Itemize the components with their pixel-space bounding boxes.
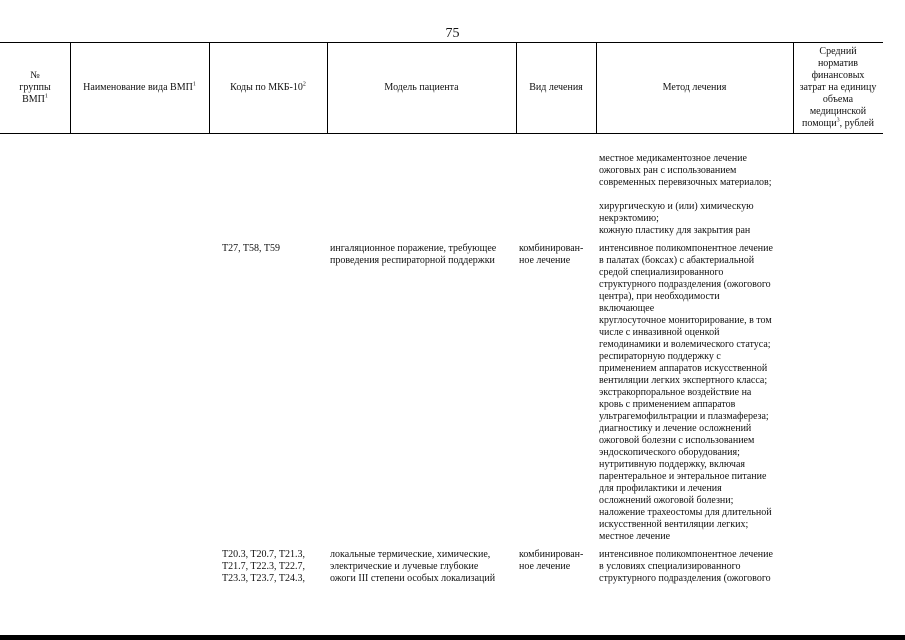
method-line: хирургическую и (или) химическую: [599, 201, 754, 212]
method-line: круглосуточное мониторирование, в том: [599, 315, 772, 326]
method-line: парентеральное и энтеральное питание: [599, 471, 767, 482]
header-icd-codes-text: Коды по МКБ-10: [230, 82, 303, 93]
method-line: интенсивное поликомпонентное лечение: [599, 243, 773, 254]
method-line: [599, 189, 772, 201]
method-line: осложнений ожоговой болезни;: [599, 495, 734, 506]
icd-codes: T20.3, T20.7, T21.3,: [222, 549, 305, 560]
method-line: в палатах (боксах) с абактериальной: [599, 255, 755, 266]
method-line: кожную пластику для закрытия ран: [599, 225, 751, 236]
patient-model-line: ожоги III степени особых локализаций: [330, 573, 496, 584]
method-line: респираторную поддержку с: [599, 351, 721, 362]
method-line: эндоскопического оборудования;: [599, 447, 740, 458]
method-line: структурного подразделения (ожогового: [599, 279, 771, 290]
scan-bottom-edge: [0, 635, 905, 640]
method-line: числе с инвазивной оценкой: [599, 327, 720, 338]
method-line: современных перевязочных материалов;: [599, 177, 772, 188]
method-line: искусственной вентиляции легких;: [599, 519, 749, 530]
patient-model-line: электрические и лучевые глубокие: [330, 561, 479, 572]
header-cost-norm-line: финансовых: [811, 70, 865, 81]
method-line: гемодинамики и волемического статуса;: [599, 339, 771, 350]
row-1-method: [599, 243, 773, 543]
footnote-marker: 1: [44, 93, 48, 100]
patient-model-line: проведения респираторной поддержки: [330, 255, 495, 266]
method-line: экстракорпоральное воздействие на: [599, 387, 752, 398]
treatment-type-line: комбинирован-: [519, 243, 584, 254]
method-line: центра), при необходимости: [599, 291, 720, 302]
header-patient-model: [327, 43, 516, 133]
treatment-type-line: ное лечение: [519, 255, 571, 266]
footnote-marker: 2: [302, 81, 306, 88]
method-line: вентиляции легких экспертного класса;: [599, 375, 768, 386]
row-1-type: [519, 243, 583, 267]
header-cost-norm-line: Средний: [819, 46, 857, 57]
table-header: [0, 42, 883, 134]
header-vmp-name: [70, 43, 209, 133]
header-treatment-type: [516, 43, 596, 133]
header-vmp-name-text: Наименование вида ВМП: [83, 82, 193, 93]
header-treatment-type-text: Вид лечения: [529, 82, 583, 93]
header-cost-norm: [793, 43, 883, 133]
method-line: местное лечение: [599, 531, 671, 542]
patient-model-line: локальные термические, химические,: [330, 549, 491, 560]
treatment-type-line: ное лечение: [519, 561, 571, 572]
row-2-type: [519, 549, 583, 573]
method-line: наложение трахеостомы для длительной: [599, 507, 772, 518]
header-group-number-line3: ВМП: [22, 94, 45, 105]
header-cost-norm-line: , рублей: [839, 118, 874, 129]
method-line: нутритивную поддержку, включая: [599, 459, 745, 470]
footnote-marker: 1: [192, 81, 196, 88]
footnote-marker: 3: [836, 117, 840, 124]
method-line: применением аппаратов искусственной: [599, 363, 768, 374]
method-line: ожоговых ран с использованием: [599, 165, 737, 176]
method-line: включающее: [599, 303, 655, 314]
icd-codes: T21.7, T22.3, T22.7,: [222, 561, 305, 572]
row-2-codes: [222, 549, 305, 585]
method-line: средой специализированного: [599, 267, 724, 278]
method-line: в условиях специализированного: [599, 561, 741, 572]
header-treatment-method: [596, 43, 793, 133]
icd-codes: T27, T58, T59: [222, 243, 280, 254]
header-group-number: [0, 43, 70, 133]
method-line: интенсивное поликомпонентное лечение: [599, 549, 773, 560]
method-line: некрэктомию;: [599, 213, 659, 224]
header-group-number-line2: группы: [19, 82, 51, 93]
header-cost-norm-line: медицинской: [809, 106, 867, 117]
row-0-method: [599, 153, 772, 237]
row-1-model: [330, 243, 496, 267]
patient-model-line: ингаляционное поражение, требующее: [330, 243, 497, 254]
treatment-type-line: комбинирован-: [519, 549, 584, 560]
header-group-number-line1: №: [30, 70, 40, 81]
method-line: местное медикаментозное лечение: [599, 153, 747, 164]
method-line: структурного подразделения (ожогового: [599, 573, 771, 584]
row-2-method: [599, 549, 773, 585]
header-cost-norm-line: норматив: [817, 58, 859, 69]
header-cost-norm-line: помощи: [802, 118, 837, 129]
header-treatment-method-text: Метод лечения: [662, 82, 727, 93]
header-cost-norm-line: затрат на единицу: [799, 82, 877, 93]
method-line: кровь с применением аппаратов: [599, 399, 736, 410]
row-2-model: [330, 549, 495, 585]
header-cost-norm-line: объема: [822, 94, 854, 105]
method-line: диагностику и лечение осложнений: [599, 423, 752, 434]
icd-codes: T23.3, T23.7, T24.3,: [222, 573, 305, 584]
method-line: ультрагемофильтрации и плазмафереза;: [599, 411, 769, 422]
header-patient-model-text: Модель пациента: [384, 82, 459, 93]
page-number: 75: [445, 26, 460, 41]
row-1-codes: [222, 243, 280, 255]
header-icd-codes: [209, 43, 327, 133]
method-line: ожоговой болезни с использованием: [599, 435, 755, 446]
method-line: для профилактики и лечения: [599, 483, 722, 494]
